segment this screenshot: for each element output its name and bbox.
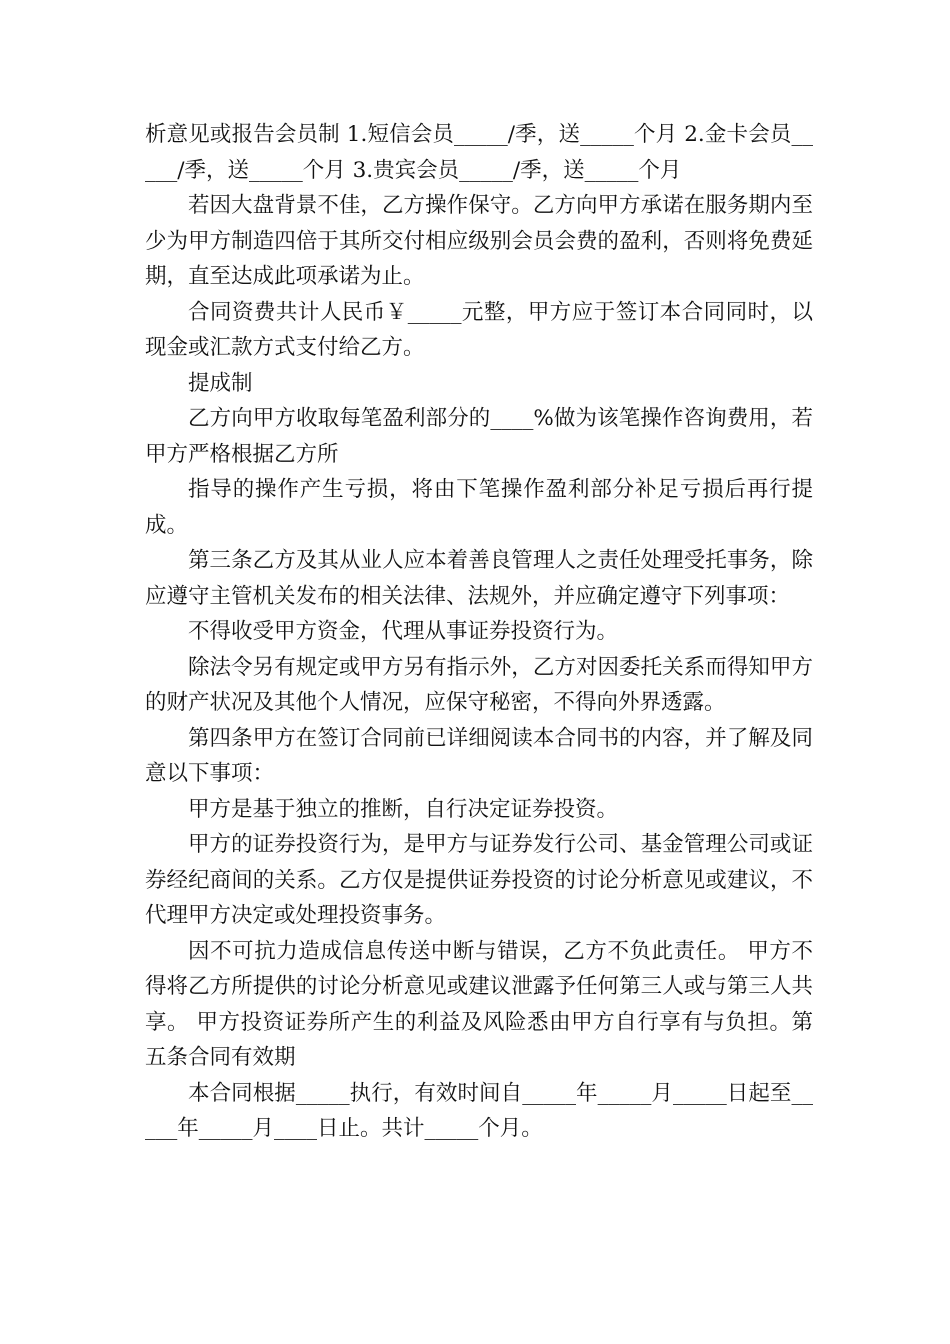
paragraph-commission-heading: 提成制: [188, 370, 253, 396]
paragraph-contract-fee: 合同资费共计人民币￥_____元整，甲方应于签订本合同同时，以现金或汇款方式支付给乙方。: [145, 299, 813, 360]
paragraph-confidentiality: 除法令另有规定或甲方另有指示外，乙方对因委托关系而得知甲方的财产状况及其他个人情况，应保守秘密，不得向外界透露。: [145, 654, 813, 715]
paragraph-investment-relationship: 甲方的证券投资行为，是甲方与证券发行公司、基金管理公司或证券经纪商间的关系。乙方仅是提供证券投资的讨论分析意见或建议，不代理甲方决定或处理投资事务。: [145, 832, 813, 928]
paragraph-market-guarantee: 若因大盘背景不佳，乙方操作保守。乙方向甲方承诺在服务期内至少为甲方制造四倍于其所交付相应级别会员会费的盈利，否则将免费延期，直至达成此项承诺为止。: [145, 193, 813, 289]
paragraph-independent-decision: 甲方是基于独立的推断，自行决定证券投资。: [188, 796, 619, 822]
paragraph-validity-period: 本合同根据_____执行，有效时间自_____年_____月_____日起至_____年_____月____日止。共计_____个月。: [145, 1080, 813, 1141]
document-body: [145, 117, 813, 1147]
paragraph-loss-compensation: 指导的操作产生亏损，将由下笔操作盈利部分补足亏损后再行提成。: [145, 477, 813, 538]
paragraph-commission-rate: 乙方向甲方收取每笔盈利部分的____%做为该笔操作咨询费用，若甲方严格根据乙方所: [145, 406, 813, 467]
paragraph-membership-fees: 析意见或报告会员制 1.短信会员_____/季，送_____个月 2.金卡会员_____/季，送_____个月 3.贵宾会员_____/季，送_____个月: [145, 122, 813, 183]
paragraph-article-4: 第四条甲方在签订合同前已详细阅读本合同书的内容，并了解及同意以下事项：: [145, 725, 813, 786]
paragraph-article-3: 第三条乙方及其从业人应本着善良管理人之责任处理受托事务，除应遵守主管机关发布的相关法律、法规外，并应确定遵守下列事项：: [145, 548, 813, 609]
paragraph-force-majeure: 因不可抗力造成信息传送中断与错误，乙方不负此责任。 甲方不得将乙方所提供的讨论分析意见或建议泄露予任何第三人或与第三人共享。 甲方投资证券所产生的利益及风险悉由甲方自行享有与负担。第五条合同有效期: [145, 938, 813, 1070]
paragraph-no-funds: 不得收受甲方资金，代理从事证券投资行为。: [188, 619, 619, 644]
